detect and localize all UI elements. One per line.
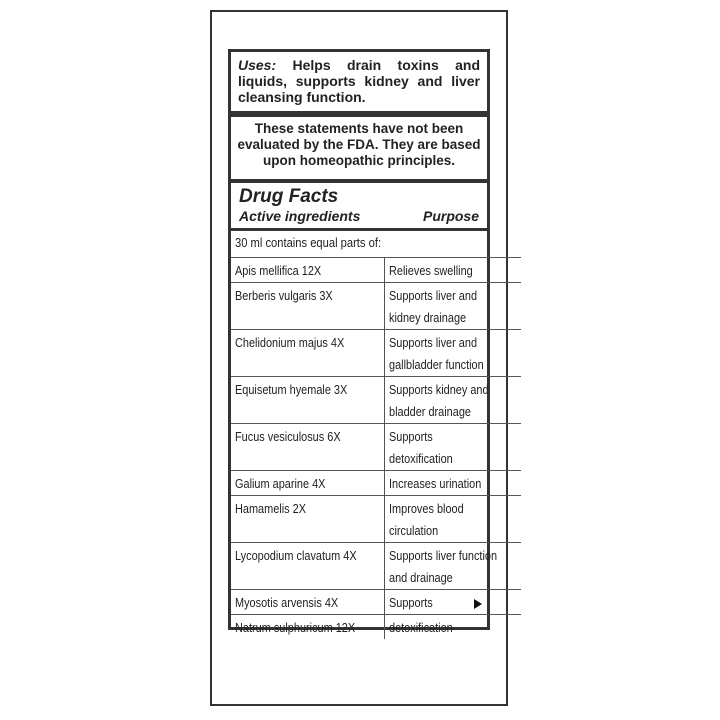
ingredient-purpose xyxy=(384,471,521,496)
ingredient-name xyxy=(231,377,384,424)
ingredient-row xyxy=(231,615,521,640)
ingredient-name-text: Galium aparine 4X xyxy=(235,476,326,491)
uses-label: Uses: xyxy=(238,57,277,73)
fda-disclaimer: These statements have not been evaluated by the FDA. They are based upon homeopathic principles. xyxy=(228,114,490,182)
heading-rule xyxy=(231,228,487,231)
ingredient-name-text: Apis mellifica 12X xyxy=(235,263,322,278)
ingredient-row xyxy=(231,283,521,330)
ingredients-table xyxy=(231,257,521,639)
purpose-line: detoxification xyxy=(388,451,453,466)
ingredient-name-text: Myosotis arvensis 4X xyxy=(235,595,339,610)
ingredient-purpose xyxy=(384,590,521,615)
ingredient-name xyxy=(231,424,384,471)
purpose-line: kidney drainage xyxy=(388,310,466,325)
drug-facts-title: Drug Facts xyxy=(239,186,339,207)
ingredient-purpose xyxy=(384,615,521,640)
purpose-line: Increases urination xyxy=(388,476,482,491)
purpose-heading: Purpose xyxy=(422,208,479,224)
purpose-line: Supports liver and xyxy=(388,288,477,303)
purpose-line: detoxification xyxy=(388,620,453,635)
ingredient-row xyxy=(231,543,521,590)
ingredient-purpose xyxy=(384,424,521,471)
purpose-line: Supports kidney and xyxy=(388,382,489,397)
purpose-line: Relieves swelling xyxy=(388,263,473,278)
ingredient-purpose xyxy=(384,377,521,424)
purpose-line: Supports xyxy=(388,429,433,444)
purpose-line: Supports xyxy=(388,595,433,610)
ingredient-name-text: Berberis vulgaris 3X xyxy=(235,288,333,303)
drug-facts-box xyxy=(228,180,497,635)
ingredient-name xyxy=(231,543,384,590)
ingredient-purpose xyxy=(384,543,521,590)
ingredient-name xyxy=(231,590,384,615)
ingredient-row xyxy=(231,496,521,543)
ingredient-name-text: Equisetum hyemale 3X xyxy=(235,382,348,397)
ingredient-name xyxy=(231,471,384,496)
ingredient-name xyxy=(231,496,384,543)
purpose-line: Improves blood xyxy=(388,501,464,516)
ingredient-name xyxy=(231,283,384,330)
ingredient-purpose xyxy=(384,330,521,377)
ingredient-name-text: Lycopodium clavatum 4X xyxy=(235,548,357,563)
ingredient-name-text: Hamamelis 2X xyxy=(235,501,307,516)
ingredient-row xyxy=(231,471,521,496)
purpose-line: Supports liver and xyxy=(388,335,477,350)
ingredient-name xyxy=(231,258,384,283)
ingredient-name xyxy=(231,615,384,640)
active-ingredients-heading: Active ingredients xyxy=(239,208,361,224)
ingredient-row xyxy=(231,424,521,471)
purpose-line: bladder drainage xyxy=(388,404,471,419)
ingredient-purpose xyxy=(384,258,521,283)
ingredient-name xyxy=(231,330,384,377)
ingredient-purpose xyxy=(384,496,521,543)
ingredient-name-text: Chelidonium majus 4X xyxy=(235,335,345,350)
purpose-line: gallbladder function xyxy=(388,357,484,372)
uses-box xyxy=(228,49,490,114)
ingredient-row xyxy=(231,330,521,377)
purpose-line: Supports liver function xyxy=(388,548,497,563)
ingredient-name-text: Natrum sulphuricum 12X xyxy=(235,620,356,635)
purpose-line: circulation xyxy=(388,523,438,538)
ingredient-row xyxy=(231,258,521,283)
uses-text: Helps drain toxins and liquids, supports kidney and liver cleansing function. xyxy=(238,57,481,105)
contains-note: 30 ml contains equal parts of: xyxy=(235,235,382,250)
ingredient-purpose xyxy=(384,283,521,330)
ingredient-name-text: Fucus vesiculosus 6X xyxy=(235,429,341,444)
ingredient-row xyxy=(231,377,521,424)
continue-arrow-icon xyxy=(474,599,482,609)
purpose-line: and drainage xyxy=(388,570,453,585)
